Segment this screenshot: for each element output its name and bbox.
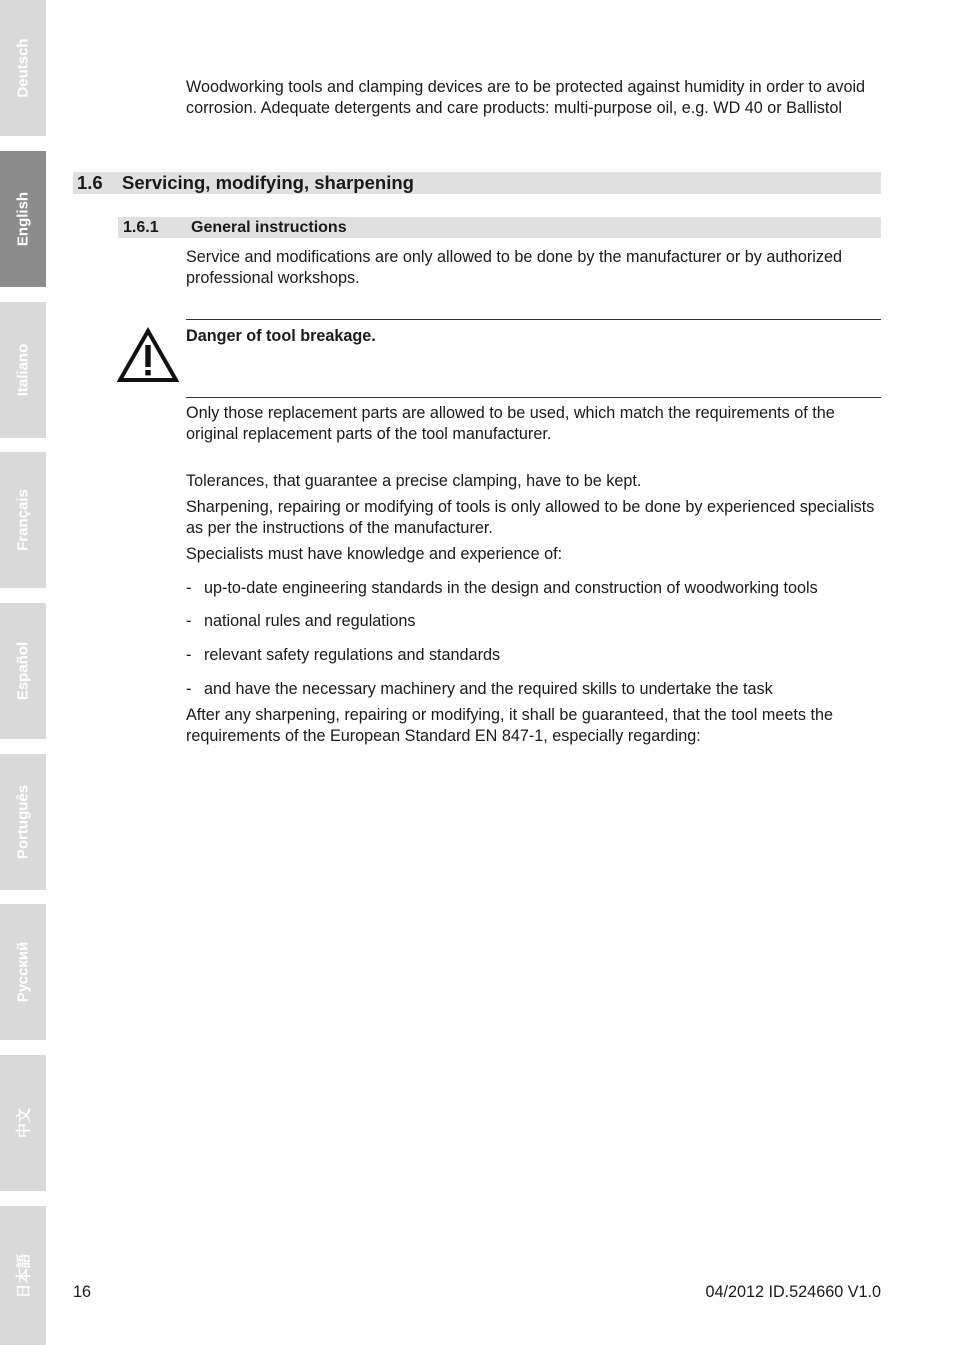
tab-label: Italiano [14, 343, 32, 397]
tab-label: English [14, 191, 32, 247]
tab-portugues[interactable] [0, 754, 46, 890]
tab-deutsch[interactable] [0, 0, 46, 136]
body-paragraph-3: Sharpening, repairing or modifying of tools is only allowed to be done by experienced specialists as per the instructions of the manufacturer. [186, 498, 875, 537]
section-number: 1.6 [77, 172, 103, 193]
subsection-title: General instructions [191, 219, 347, 236]
list-item-text: up-to-date engineering standards in the design and construction of woodworking tools [204, 579, 818, 597]
tab-espanol[interactable] [0, 603, 46, 739]
body-paragraph-5: After any sharpening, repairing or modifying, it shall be guaranteed, that the tool meets the requirements of the European Standard EN 847-1, especially regarding: [186, 706, 833, 745]
tab-label: Русский [14, 941, 32, 1003]
body-paragraph-1: Only those replacement parts are allowed to be used, which match the requirements of the original replacement parts of the tool manufacturer. [186, 404, 835, 443]
page-number: 16 [73, 1283, 92, 1301]
tab-label: Español [14, 641, 32, 701]
tab-label: 日本語 [15, 1252, 33, 1299]
tab-label: Français [14, 489, 32, 551]
warning-title: Danger of tool breakage. [186, 327, 376, 345]
warning-bottom-rule [186, 397, 881, 398]
body-paragraph-4: Specialists must have knowledge and experience of: [186, 545, 563, 563]
tab-label: 中文 [15, 1107, 33, 1139]
body-paragraph-2: Tolerances, that guarantee a precise clamping, have to be kept. [186, 472, 642, 490]
tab-chinese[interactable] [0, 1055, 46, 1191]
tab-english[interactable] [0, 151, 46, 287]
tab-francais[interactable] [0, 452, 46, 588]
list-item-text: and have the necessary machinery and the required skills to undertake the task [204, 680, 773, 698]
list-item-text: relevant safety regulations and standards [204, 646, 501, 664]
tab-italiano[interactable] [0, 302, 46, 438]
tab-japanese[interactable] [0, 1206, 46, 1345]
tab-label: Deutsch [14, 38, 32, 98]
language-sidebar [0, 0, 46, 1345]
subsection-heading [118, 217, 881, 238]
section-title: Servicing, modifying, sharpening [122, 172, 414, 193]
list-item-text: national rules and regulations [204, 612, 416, 630]
subsection-number: 1.6.1 [123, 219, 159, 236]
tab-label: Português [14, 784, 32, 860]
section-heading [73, 172, 881, 194]
document-id: 04/2012 ID.524660 V1.0 [705, 1283, 881, 1301]
warning-triangle-icon [117, 327, 179, 383]
intro-paragraph: Woodworking tools and clamping devices are to be protected against humidity in order to avoid corrosion. Adequate detergents and care products: multi-purpose oil, e.g. WD 40 or Ballistol [186, 78, 866, 117]
warning-top-rule [186, 319, 881, 320]
general-paragraph: Service and modifications are only allowed to be done by the manufacturer or by authorized professional workshops. [186, 248, 842, 287]
tab-russian[interactable] [0, 904, 46, 1040]
